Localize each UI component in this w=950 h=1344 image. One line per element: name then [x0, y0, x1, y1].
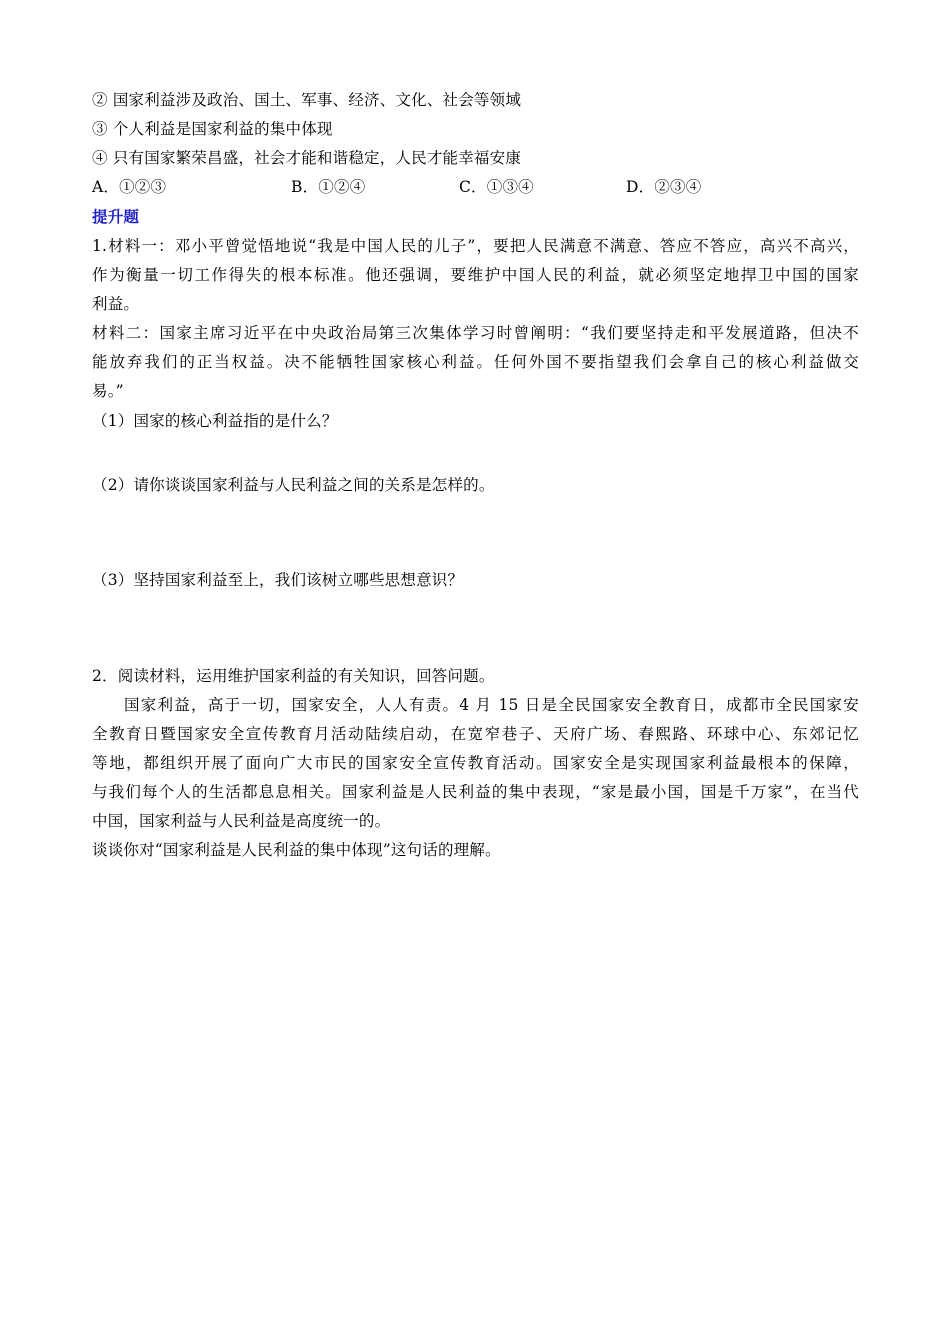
choice-item-4: ④ 只有国家繁荣昌盛，社会才能和谐稳定，人民才能幸福安康 [92, 149, 522, 167]
section-heading: 提升题 [92, 208, 140, 226]
option-a: A．①②③ [92, 178, 167, 196]
q1-sub-question-3: （3）坚持国家利益至上，我们该树立哪些思想意识？ [92, 571, 464, 589]
q2-question: 谈谈你对“国家利益是人民利益的集中体现”这句话的理解。 [92, 841, 501, 859]
options-row [92, 177, 859, 197]
option-c: C．①③④ [459, 178, 534, 196]
q1-material2-line: 易。” [92, 382, 124, 400]
q2-passage-line: 等地，都组织开展了面向广大市民的国家安全宣传教育活动。国家安全是实现国家利益最根本的保障， [92, 754, 859, 772]
q1-material1-line: 作为衡量一切工作得失的根本标准。他还强调，要维护中国人民的利益，就必须坚定地捍卫中国的国家 [92, 266, 859, 284]
q2-passage-line: 国家利益，高于一切，国家安全，人人有责。4 月 15 日是全民国家安全教育日，成都市全民国家安 [124, 696, 859, 714]
q1-material1-line: 1.材料一：邓小平曾觉悟地说“我是中国人民的儿子”，要把人民满意不满意、答应不答应，高兴不高兴， [92, 237, 859, 255]
choice-item-2: ② 国家利益涉及政治、国土、军事、经济、文化、社会等领域 [92, 91, 522, 109]
q2-intro: 2．阅读材料，运用维护国家利益的有关知识，回答问题。 [92, 667, 495, 685]
q1-material2-line: 能放弃我们的正当权益。决不能牺牲国家核心利益。任何外国不要指望我们会拿自己的核心利益做交 [92, 353, 859, 371]
q1-sub-question-1: （1）国家的核心利益指的是什么？ [92, 412, 338, 430]
q2-passage-line: 全教育日暨国家安全宣传教育月活动陆续启动，在宽窄巷子、天府广场、春熙路、环球中心、东郊记忆 [92, 725, 859, 743]
q1-sub-question-2: （2）请你谈谈国家利益与人民利益之间的关系是怎样的。 [92, 476, 495, 494]
q1-material1-line: 利益。 [92, 295, 140, 313]
q2-passage-line: 与我们每个人的生活都息息相关。国家利益是人民利益的集中表现，“家是最小国，国是千万家”，在当代 [92, 783, 859, 801]
option-d: D．②③④ [626, 178, 702, 196]
choice-item-3: ③ 个人利益是国家利益的集中体现 [92, 120, 333, 138]
q1-material2-line: 材料二：国家主席习近平在中央政治局第三次集体学习时曾阐明：“我们要坚持走和平发展道路，但决不 [92, 324, 859, 342]
option-b: B．①②④ [291, 178, 366, 196]
q2-passage-line: 中国，国家利益与人民利益是高度统一的。 [92, 812, 391, 830]
